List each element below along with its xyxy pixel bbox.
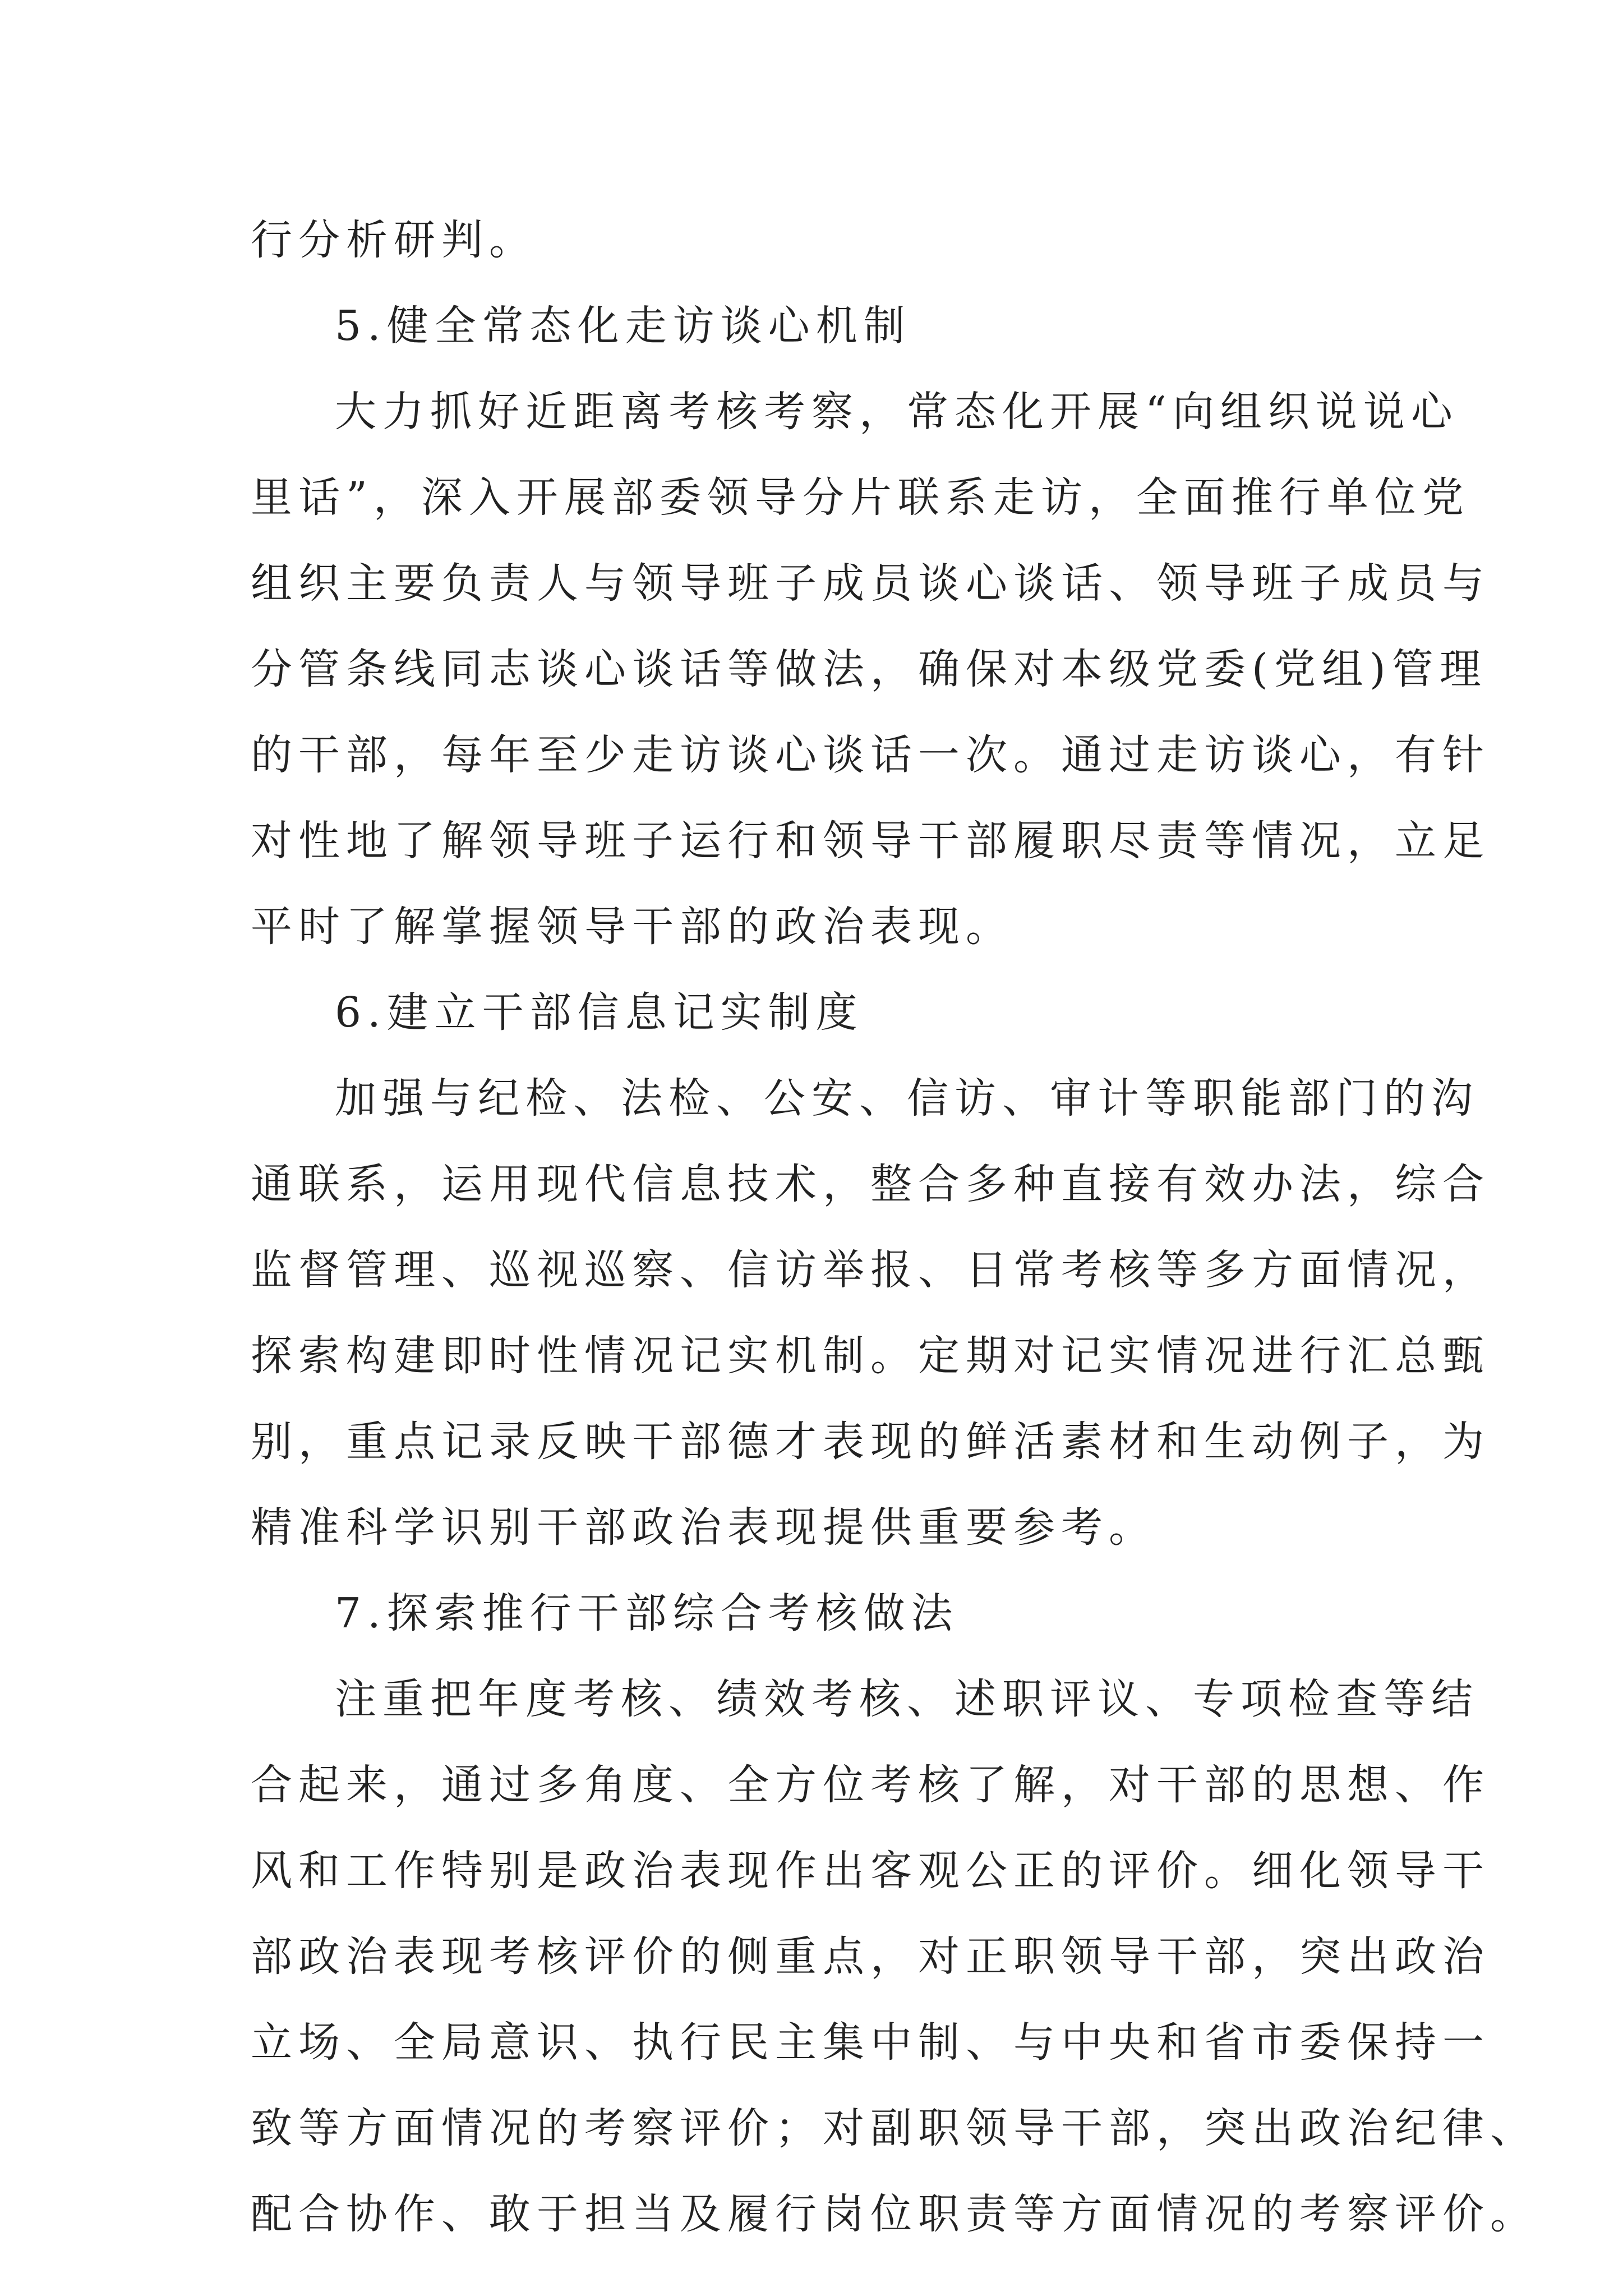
text-line: 7.探索推行干部综合考核做法	[335, 1589, 959, 1637]
text-line: 配合协作、敢于担当及履行岗位职责等方面情况的考察评价。	[251, 2190, 1538, 2238]
text-line: 注重把年度考核、绩效考核、述职评议、专项检查等结	[335, 1675, 1479, 1723]
text-line: 组织主要负责人与领导班子成员谈心谈话、领导班子成员与	[251, 559, 1490, 608]
text-line: 6.建立干部信息记实制度	[335, 988, 864, 1037]
text-line: 别，重点记录反映干部德才表现的鲜活素材和生动例子，为	[251, 1418, 1490, 1466]
text-line: 里话”，深入开展部委领导分片联系走访，全面推行单位党	[251, 473, 1470, 522]
text-line: 分管条线同志谈心谈话等做法，确保对本级党委(党组)管理	[251, 645, 1487, 693]
document-body	[251, 197, 1538, 2257]
text-line: 精准科学识别干部政治表现提供重要参考。	[251, 1503, 1156, 1552]
text-line: 行分析研判。	[251, 216, 537, 264]
text-line: 加强与纪检、法检、公安、信访、审计等职能部门的沟	[335, 1074, 1479, 1122]
text-line: 的干部，每年至少走访谈心谈话一次。通过走访谈心，有针	[251, 731, 1490, 779]
text-line: 风和工作特别是政治表现作出客观公正的评价。细化领导干	[251, 1847, 1490, 1895]
text-line: 平时了解掌握领导干部的政治表现。	[251, 903, 1013, 951]
text-line: 5.健全常态化走访谈心机制	[335, 302, 911, 350]
text-line: 大力抓好近距离考核考察，常态化开展“向组织说说心	[335, 388, 1459, 436]
text-line: 立场、全局意识、执行民主集中制、与中央和省市委保持一	[251, 2018, 1490, 2067]
text-line: 合起来，通过多角度、全方位考核了解，对干部的思想、作	[251, 1761, 1490, 1809]
text-line: 通联系，运用现代信息技术，整合多种直接有效办法，综合	[251, 1160, 1490, 1208]
text-line: 致等方面情况的考察评价；对副职领导干部，突出政治纪律、	[251, 2104, 1538, 2152]
text-line: 探索构建即时性情况记实机制。定期对记实情况进行汇总甄	[251, 1332, 1490, 1380]
text-line: 监督管理、巡视巡察、信访举报、日常考核等多方面情况，	[251, 1246, 1490, 1294]
text-line: 部政治表现考核评价的侧重点，对正职领导干部，突出政治	[251, 1932, 1490, 1981]
text-line: 对性地了解领导班子运行和领导干部履职尽责等情况，立足	[251, 817, 1490, 865]
